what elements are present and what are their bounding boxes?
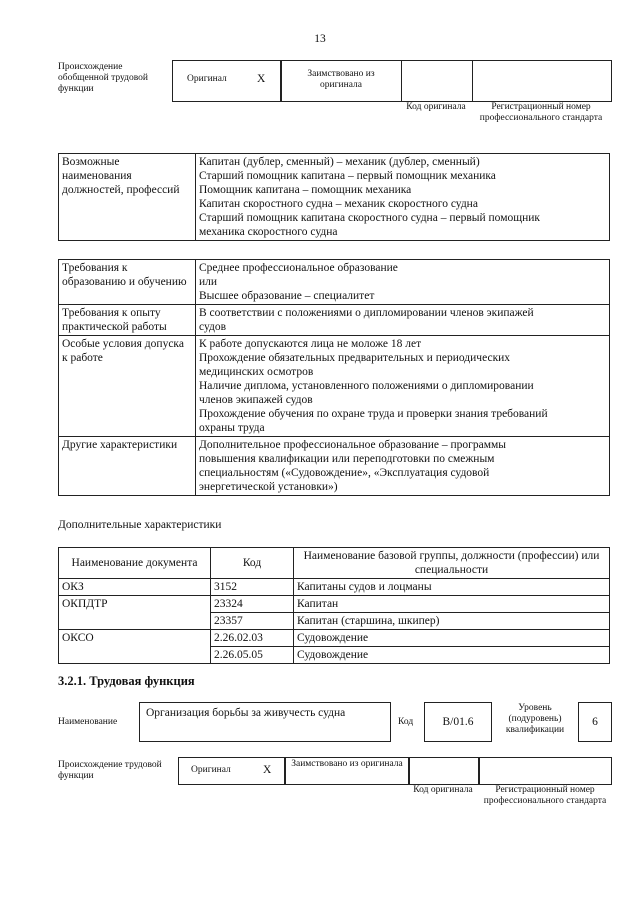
cell-doc: ОКЗ [59,579,211,596]
classifier-table [58,547,610,664]
header-doc: Наименование документа [59,548,211,579]
requirement-label: Требования к образованию и обучению [59,260,196,305]
cell-doc: ОКСО [59,630,211,647]
table-row [59,613,610,630]
function-name-value: Организация борьбы за живучесть судна [146,707,346,719]
requirement-value [196,437,610,496]
code2-orig-label: Код оригинала [413,785,473,795]
table-row [59,596,610,613]
cell-code: 23324 [211,596,294,613]
table-row [59,647,610,664]
requirement-line: судов [199,321,227,333]
requirement-line: повышения квалификации или переподготовки по смежным [199,453,495,465]
header-code: Код [211,548,294,579]
position-line: Помощник капитана – помощник механика [199,184,412,196]
additional-heading: Дополнительные характеристики [58,519,222,531]
requirement-line: К работе допускаются лица не моложе 18 лет [199,338,422,350]
borrowed2-text: Заимствовано из оригинала [291,759,403,769]
reg2-label: Регистрационный номер профессионального стандарта [483,785,607,806]
function-code-label: Код [398,717,414,727]
cell-name: Судовождение [294,630,610,647]
cell-doc: ОКПДТР [59,596,211,613]
page-number: 13 [314,33,326,45]
cell-doc [59,613,211,630]
position-line: Старший помощник капитана скоростного судна – первый помощник [199,212,540,224]
cell-code: 3152 [211,579,294,596]
cell-doc [59,647,211,664]
cell-code: 2.26.02.03 [211,630,294,647]
requirement-row [59,437,610,496]
requirement-value [196,260,610,305]
cell-name: Капитан [294,596,610,613]
code2-cell [408,757,480,785]
requirement-line: Дополнительное профессиональное образование – программы [199,439,506,451]
level-value: 6 [592,716,598,728]
function-code-value: B/01.6 [442,716,474,728]
requirements-table [58,259,610,496]
positions-values [196,154,610,241]
requirement-line: Прохождение обязательных предварительных и периодических [199,352,511,364]
requirement-line: охраны труда [199,422,265,434]
reg-cell [472,60,612,102]
reg-label: Регистрационный номер профессионального стандарта [479,102,603,123]
position-line: Капитан скоростного судна – механик скоростного судна [199,198,478,210]
position-line: механика скоростного судна [199,226,338,238]
requirement-line: энергетической установки») [199,481,338,493]
section-title: 3.2.1. Трудовая функция [58,674,195,688]
original2-text: Оригинал [191,765,231,775]
level-box [578,702,612,742]
function-name-label: Наименование [58,717,118,727]
cell-name: Капитан (старшина, шкипер) [294,613,610,630]
requirement-row [59,336,610,437]
code-orig-label: Код оригинала [406,102,466,112]
requirement-line: Высшее образование – специалитет [199,290,375,302]
requirement-line: Прохождение обучения по охране труда и проверки знания требований [199,408,548,420]
table-row [59,579,610,596]
position-line: Старший помощник капитана – первый помощник механика [199,170,496,182]
requirement-line: медицинских осмотров [199,366,314,378]
origin-label: Происхождение обобщенной трудовой функции [58,62,148,94]
borrowed2-cell [284,757,410,785]
requirement-line: В соответствии с положениями о дипломировании членов экипажей [199,307,534,319]
requirement-row [59,260,610,305]
original-text: Оригинал [187,74,227,84]
cell-code: 2.26.05.05 [211,647,294,664]
requirement-value [196,336,610,437]
original-mark: X [257,73,266,85]
requirement-label: Другие характеристики [59,437,196,496]
header-name: Наименование базовой группы, должности (профессии) или специальности [294,548,610,579]
requirement-line: или [199,276,218,288]
positions-label: Возможные наименования должностей, профессий [59,154,196,241]
original-cell [172,60,282,102]
table-row [59,630,610,647]
cell-code: 23357 [211,613,294,630]
original2-mark: X [263,764,272,776]
origin2-label: Происхождение трудовой функции [58,760,162,781]
original2-cell [178,757,286,785]
requirement-row [59,305,610,336]
function-code-box [424,702,492,742]
function-name-box [139,702,391,742]
borrowed-text: Заимствовано из оригинала [307,69,375,90]
reg2-cell [478,757,612,785]
code-cell [401,60,473,102]
cell-name: Судовождение [294,647,610,664]
requirement-line: Наличие диплома, установленного положениями о дипломировании [199,380,534,392]
position-line: Капитан (дублер, сменный) – механик (дублер, сменный) [199,156,480,168]
requirement-line: Среднее профессиональное образование [199,262,398,274]
level-label: Уровень (подуровень) квалификации [505,703,565,735]
cell-name: Капитаны судов и лоцманы [294,579,610,596]
requirement-label: Требования к опыту практической работы [59,305,196,336]
requirement-value [196,305,610,336]
requirement-line: специальностям («Судовождение», «Эксплуатация судовой [199,467,490,479]
borrowed-cell [280,60,402,102]
requirement-label: Особые условия допуска к работе [59,336,196,437]
requirement-line: членов экипажей судов [199,394,313,406]
positions-table [58,153,610,241]
